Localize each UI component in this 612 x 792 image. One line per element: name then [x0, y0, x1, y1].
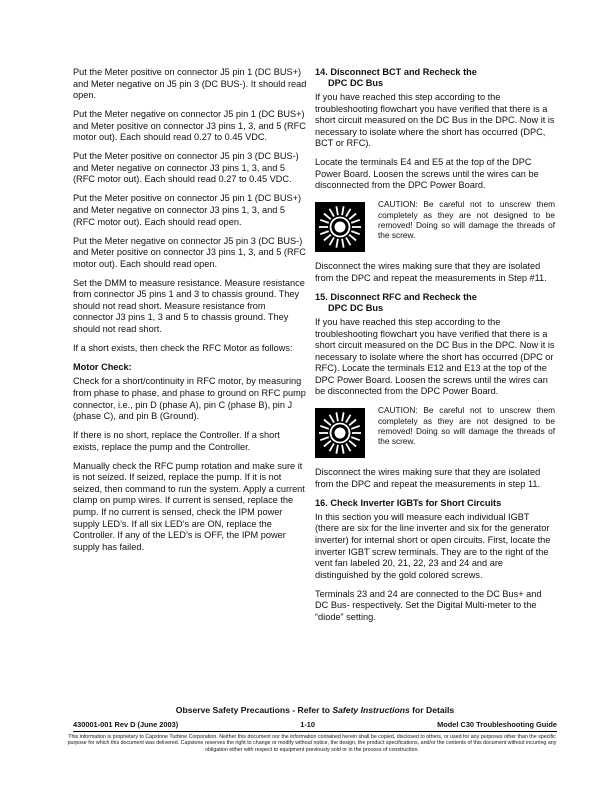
paragraph: Disconnect the wires making sure that they are isolated from the DPC and repeat the measurements in step 11. — [315, 467, 541, 489]
caution-box — [315, 199, 555, 252]
safety-prefix: Observe Safety Precautions - Refer to — [175, 705, 333, 715]
left-column — [73, 67, 307, 561]
paragraph: Set the DMM to measure resistance. Measure resistance from connector J5 pins 1 and 3 to chassis ground. They should not read short. Measure resistance from connector J3 pins 1, 3 and 5 to chassis ground. They should not read short. — [73, 277, 305, 334]
caution-box — [315, 405, 555, 458]
paragraph: Put the Meter negative on connector J5 pin 1 (DC BUS+) and Meter positive on connector J3 pins 1, 3, and 5 (RFC motor out). Each should read 0.27 to 0.45 VDC. — [73, 109, 306, 143]
doc-number: 430001-001 Rev D (June 2003) — [73, 720, 179, 729]
paragraph: Put the Meter positive on connector J5 pin 1 (DC BUS+) and Meter negative on J5 pin 3 (DC BUS-). It should read open. — [73, 67, 307, 101]
paragraph: If there is no short, replace the Controller. If a short exists, replace the pump and the Controller. — [73, 430, 280, 452]
paragraph: Manually check the RFC pump rotation and make sure it is not seized. If seized, replace the pump. If it is not seized, then command to run the system. Apply a current clamp on pump wires. If current is sensed, replace the pump. If no current is sensed, check the IPM power supply LED’s. If all six LED’s are ON, replace the Controller. If any of the LED’s is OFF, the IPM power supply has failed. — [73, 460, 305, 552]
footer-divider — [73, 731, 557, 732]
right-column — [315, 67, 555, 631]
caution-burst-icon — [315, 408, 365, 458]
step-15-heading-line2: DPC DC Bus — [328, 302, 384, 313]
paragraph: In this section you will measure each individual IGBT (there are six for the line inverter and six for the generator inverter) for internal short or open circuits. First, locate the inverter IGBT screw terminals. They are to the right of the vent fan labeled 20, 21, 22, 23 and 24 and are distinguished by the gold colored screws. — [315, 511, 551, 580]
paragraph: Terminals 23 and 24 are connected to the DC Bus+ and DC Bus- respectively. Set the Digital Multi-meter to the “diode” setting. — [315, 588, 542, 622]
step-14-heading-line1: 14. Disconnect BCT and Recheck the — [315, 67, 477, 77]
paragraph: Locate the terminals E4 and E5 at the top of the DPC Power Board. Loosen the screws until the wires can be disconnected from the DPC Power Board. — [315, 157, 539, 191]
safety-notice — [73, 705, 557, 715]
caution-text: CAUTION: Be careful not to unscrew them completely as they are not designed to be removed! Doing so will damage the threads of the screw. — [378, 199, 555, 241]
guide-title: Model C30 Troubleshooting Guide — [437, 720, 557, 729]
caution-burst-icon — [315, 202, 365, 252]
paragraph: If a short exists, then check the RFC Motor as follows: — [73, 342, 293, 353]
motor-check-heading: Motor Check: — [73, 361, 132, 372]
paragraph: Check for a short/continuity in RFC motor, by measuring from phase to phase, and phase to ground on RFC pump connector, i.e., pin D (phase A), pin C (phase B), pin J (phase C), and pin B (Ground). — [73, 376, 306, 422]
step-15-heading — [315, 292, 555, 314]
safety-suffix: for Details — [409, 705, 455, 715]
legal-notice: This information is proprietary to Capstone Turbine Corporation. Neither this document nor the information contained herein shall be copied, disclosed to others, or used for any purposes other than the specific purpose for which this document was delivered. Capstone reserves the right to change or modify without notice, the design, the product specifications, and/or the contents of this document without incurring any obligation either with respect to equipment previously sold or in the process of construction. — [67, 734, 557, 753]
paragraph: Put the Meter positive on connector J5 pin 1 (DC BUS+) and Meter negative on connector J3 pins 1, 3, and 5 (RFC motor out). Each should read open. — [73, 193, 302, 227]
paragraph: Disconnect the wires making sure that they are isolated from the DPC and repeat the measurements in Step #11. — [315, 261, 547, 283]
paragraph: Put the Meter positive on connector J5 pin 3 (DC BUS-) and Meter negative on connector J3 pins 1, 3, and 5 (RFC motor out). Each should read 0.27 to 0.45 VDC. — [73, 151, 299, 185]
caution-text: CAUTION: Be careful not to unscrew them completely as they are not designed to be removed! Doing so will damage the threads of the screw. — [378, 405, 555, 447]
paragraph: If you have reached this step according to the troubleshooting flowchart you have verified that there is a short circuit measured on the DC Bus in the DPC. Now it is necessary to isolate where the short has occurred (DPC or RFC). Locate the terminals E12 and E13 at the top of the DPC Power Board. Loosen the screws until the wires can be disconnected from the DPC Power Board. — [315, 316, 555, 397]
step-14-heading — [315, 67, 555, 89]
step-15-heading-line1: 15. Disconnect RFC and Recheck the — [315, 291, 477, 302]
paragraph: If you have reached this step according to the troubleshooting flowchart you have verified that there is a short circuit measured on the DC Bus in the DPC. Now it is necessary to isolate where the short has occurred (DPC, BCT or RFC). — [315, 92, 555, 149]
step-16-heading: 16. Check Inverter IGBTs for Short Circuits — [315, 497, 502, 508]
safety-italic: Safety Instructions — [332, 705, 410, 715]
paragraph: Put the Meter negative on connector J5 pin 3 (DC BUS-) and Meter positive on connector J3 pins 1, 3, and 5 (RFC motor out). Each should read open. — [73, 235, 306, 269]
footer-row — [73, 720, 557, 729]
step-14-heading-line2: DPC DC Bus — [328, 78, 384, 88]
page-number: 1-10 — [300, 720, 316, 729]
